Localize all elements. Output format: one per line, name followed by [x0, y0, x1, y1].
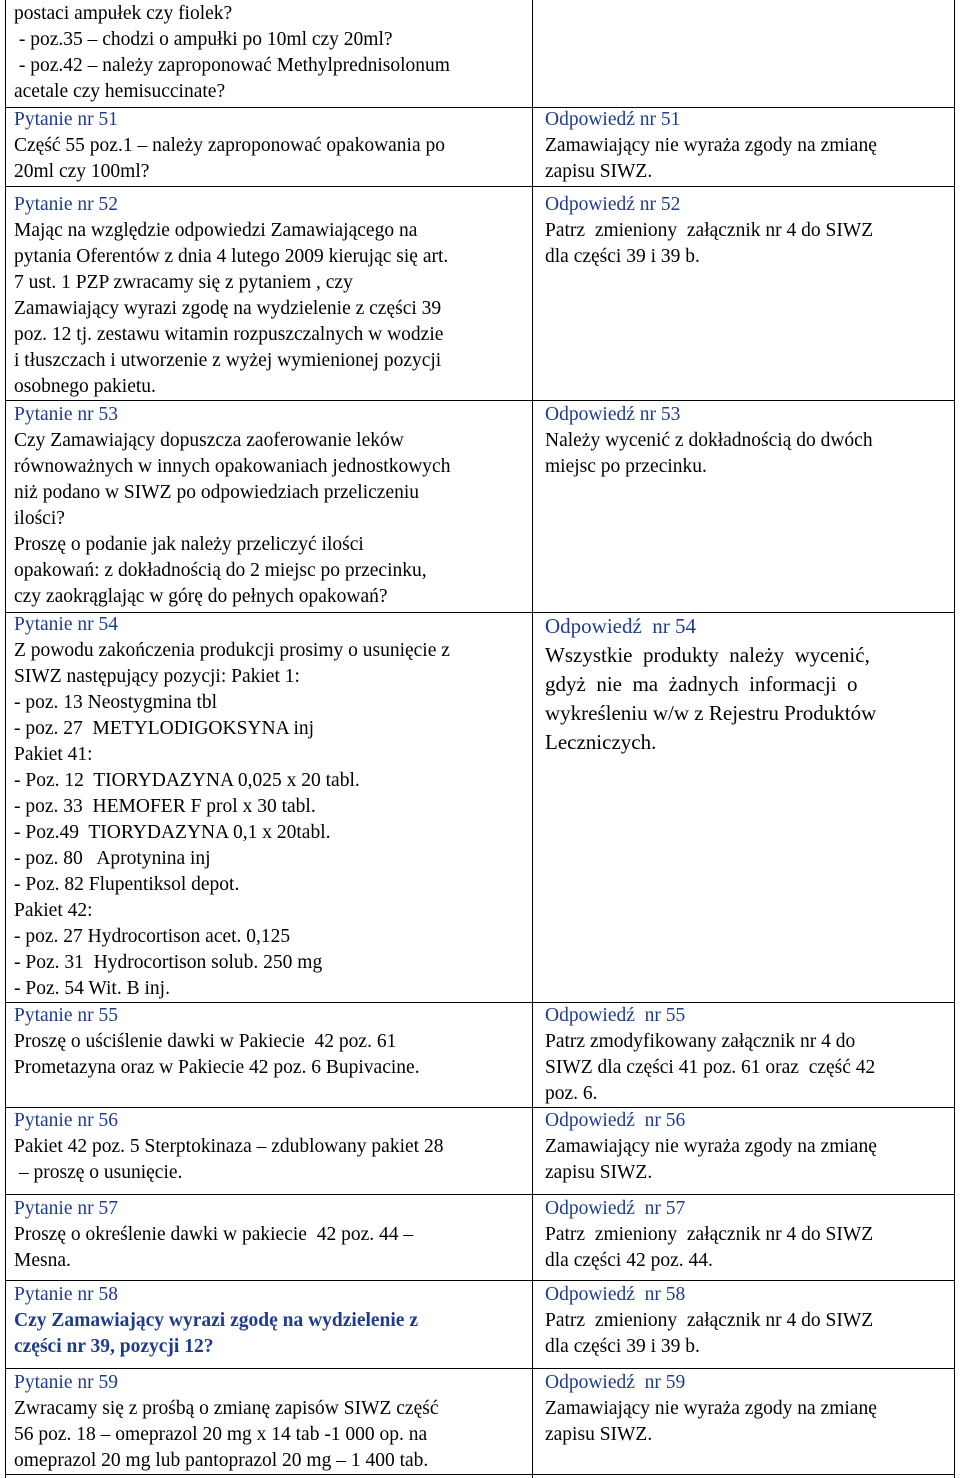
answer-title: Odpowiedź nr 54 — [545, 614, 697, 638]
question-56 — [14, 1108, 526, 1186]
question-line: pytania Oferentów z dnia 4 lutego 2009 kierując się art. — [14, 246, 449, 267]
question-line: Pakiet 42 poz. 5 Sterptokinaza – zdublowany pakiet 28 — [14, 1136, 444, 1157]
answer-line: Należy wycenić z dokładnością do dwóch — [545, 430, 873, 451]
question-line: części nr 39, pozycji 12? — [14, 1336, 214, 1357]
answer-58 — [545, 1282, 945, 1360]
answer-line: zapisu SIWZ. — [545, 1424, 653, 1445]
answer-line: Zamawiający nie wyraża zgody na zmianę — [545, 1398, 877, 1419]
question-54 — [14, 612, 526, 1002]
answer-title: Odpowiedź nr 59 — [545, 1372, 686, 1393]
row-divider — [5, 186, 955, 187]
question-line: SIWZ następujący pozycji: Pakiet 1: — [14, 666, 300, 687]
question-title: Pytanie nr 51 — [14, 109, 118, 130]
question-line: omeprazol 20 mg lub pantoprazol 20 mg – 1 400 tab. — [14, 1450, 429, 1471]
answer-line: SIWZ dla części 41 poz. 61 oraz część 42 — [545, 1057, 876, 1078]
question-title: Pytanie nr 55 — [14, 1005, 118, 1026]
question-line: Z powodu zakończenia produkcji prosimy o usunięcie z — [14, 640, 450, 661]
answer-54 — [545, 612, 945, 757]
question-title: Pytanie nr 54 — [14, 614, 118, 635]
question-line: i tłuszczach i utworzenie z wyżej wymienionej pozycji — [14, 350, 442, 371]
question-title: Pytanie nr 56 — [14, 1110, 118, 1131]
answer-line: miejsc po przecinku. — [545, 456, 707, 477]
answer-title: Odpowiedź nr 53 — [545, 404, 681, 425]
question-line: Proszę o określenie dawki w pakiecie 42 poz. 44 – — [14, 1224, 414, 1245]
question-line: ilości? — [14, 508, 65, 529]
question-line: Prometazyna oraz w Pakiecie 42 poz. 6 Bupivacine. — [14, 1057, 420, 1078]
answer-title: Odpowiedź nr 52 — [545, 194, 681, 215]
question-title: Pytanie nr 57 — [14, 1198, 118, 1219]
question-53 — [14, 402, 526, 610]
question-line: - Poz. 31 Hydrocortison solub. 250 mg — [14, 952, 323, 973]
question-line: postaci ampułek czy fiolek? — [14, 3, 233, 24]
question-line: niż podano w SIWZ po odpowiedziach przeliczeniu — [14, 482, 420, 503]
answer-51 — [545, 107, 945, 185]
table-border-right — [954, 0, 955, 1478]
answer-line: dla części 39 i 39 b. — [545, 1336, 700, 1357]
question-line: - Poz.49 TIORYDAZYNA 0,1 x 20tabl. — [14, 822, 331, 843]
question-line: 56 poz. 18 – omeprazol 20 mg x 14 tab -1 000 op. na — [14, 1424, 428, 1445]
question-line: opakowań: z dokładnością do 2 miejsc po przecinku, — [14, 560, 427, 581]
question-line: czy zaokrąglając w górę do pełnych opakowań? — [14, 586, 388, 607]
question-line: Pakiet 41: — [14, 744, 93, 765]
answer-line: Patrz zmieniony załącznik nr 4 do SIWZ — [545, 1310, 874, 1331]
question-line: - poz. 13 Neostygmina tbl — [14, 692, 218, 713]
question-line: 20ml czy 100ml? — [14, 161, 150, 182]
question-title: Pytanie nr 59 — [14, 1372, 118, 1393]
answer-title: Odpowiedź nr 57 — [545, 1198, 686, 1219]
question-line: - poz. 80 Aprotynina inj — [14, 848, 211, 869]
question-58 — [14, 1282, 526, 1360]
answer-line: Wszystkie produkty należy wycenić, — [545, 643, 870, 667]
question-line: - Poz. 82 Flupentiksol depot. — [14, 874, 240, 895]
answer-line: Zamawiający nie wyraża zgody na zmianę — [545, 135, 877, 156]
question-title: Pytanie nr 52 — [14, 194, 118, 215]
row-divider — [5, 1194, 955, 1195]
question-line: - poz.35 – chodzi o ampułki po 10ml czy 20ml? — [14, 29, 393, 50]
table-border-bottom — [5, 1474, 955, 1475]
answer-line: Patrz zmodyfikowany załącznik nr 4 do — [545, 1031, 856, 1052]
question-line: Mesna. — [14, 1250, 71, 1271]
question-line: - poz. 27 METYLODIGOKSYNA inj — [14, 718, 315, 739]
question-line: Zamawiający wyrazi zgodę na wydzielenie z części 39 — [14, 298, 442, 319]
question-59 — [14, 1370, 526, 1474]
question-line: Czy Zamawiający dopuszcza zaoferowanie leków — [14, 430, 404, 451]
question-line: osobnego pakietu. — [14, 376, 156, 397]
answer-title: Odpowiedź nr 51 — [545, 109, 681, 130]
question-title: Pytanie nr 58 — [14, 1284, 118, 1305]
answer-line: Leczniczych. — [545, 730, 657, 754]
question-line: Mając na względzie odpowiedzi Zamawiającego na — [14, 220, 418, 241]
answer-line: dla części 42 poz. 44. — [545, 1250, 713, 1271]
table-column-divider — [532, 0, 533, 1478]
answer-title: Odpowiedź nr 56 — [545, 1110, 686, 1131]
answer-title: Odpowiedź nr 55 — [545, 1005, 686, 1026]
question-line: - Poz. 54 Wit. B inj. — [14, 978, 170, 999]
question-line: Część 55 poz.1 – należy zaproponować opakowania po — [14, 135, 446, 156]
answer-line: poz. 6. — [545, 1083, 598, 1104]
question-52 — [14, 192, 526, 400]
question-line: poz. 12 tj. zestawu witamin rozpuszczalnych w wodzie — [14, 324, 444, 345]
question-line: - poz. 27 Hydrocortison acet. 0,125 — [14, 926, 291, 947]
question-continuation — [14, 1, 526, 105]
answer-line: Zamawiający nie wyraża zgody na zmianę — [545, 1136, 877, 1157]
row-divider — [5, 1280, 955, 1281]
answer-57 — [545, 1196, 945, 1274]
question-line: - poz. 33 HEMOFER F prol x 30 tabl. — [14, 796, 316, 817]
question-line: Pakiet 42: — [14, 900, 93, 921]
answer-56 — [545, 1108, 945, 1186]
question-57 — [14, 1196, 526, 1274]
row-divider — [5, 400, 955, 401]
table-border-left — [5, 0, 6, 1478]
answer-line: zapisu SIWZ. — [545, 161, 653, 182]
question-line: Proszę o podanie jak należy przeliczyć ilości — [14, 534, 364, 555]
answer-line: wykreśleniu w/w z Rejestru Produktów — [545, 701, 877, 725]
question-line: Proszę o uściślenie dawki w Pakiecie 42 poz. 61 — [14, 1031, 397, 1052]
question-line: Zwracamy się z prośbą o zmianę zapisów SIWZ część — [14, 1398, 439, 1419]
row-divider — [5, 1368, 955, 1369]
question-line: acetale czy hemisuccinate? — [14, 81, 226, 102]
question-51 — [14, 107, 526, 185]
answer-53 — [545, 402, 945, 480]
answer-line: zapisu SIWZ. — [545, 1162, 653, 1183]
question-line: Czy Zamawiający wyrazi zgodę na wydzielenie z — [14, 1310, 418, 1331]
answer-line: dla części 39 i 39 b. — [545, 246, 700, 267]
answer-line: Patrz zmieniony załącznik nr 4 do SIWZ — [545, 1224, 874, 1245]
question-title: Pytanie nr 53 — [14, 404, 118, 425]
question-line: - Poz. 12 TIORYDAZYNA 0,025 x 20 tabl. — [14, 770, 360, 791]
answer-52 — [545, 192, 945, 270]
answer-line: gdyż nie ma żadnych informacji o — [545, 672, 858, 696]
answer-line: Patrz zmieniony załącznik nr 4 do SIWZ — [545, 220, 874, 241]
answer-title: Odpowiedź nr 58 — [545, 1284, 686, 1305]
answer-59 — [545, 1370, 945, 1448]
question-line: 7 ust. 1 PZP zwracamy się z pytaniem , czy — [14, 272, 353, 293]
question-line: - poz.42 – należy zaproponować Methylprednisolonum — [14, 55, 450, 76]
question-line: równoważnych w innych opakowaniach jednostkowych — [14, 456, 451, 477]
question-55 — [14, 1003, 526, 1081]
answer-55 — [545, 1003, 945, 1107]
question-line: – proszę o usunięcie. — [14, 1162, 183, 1183]
